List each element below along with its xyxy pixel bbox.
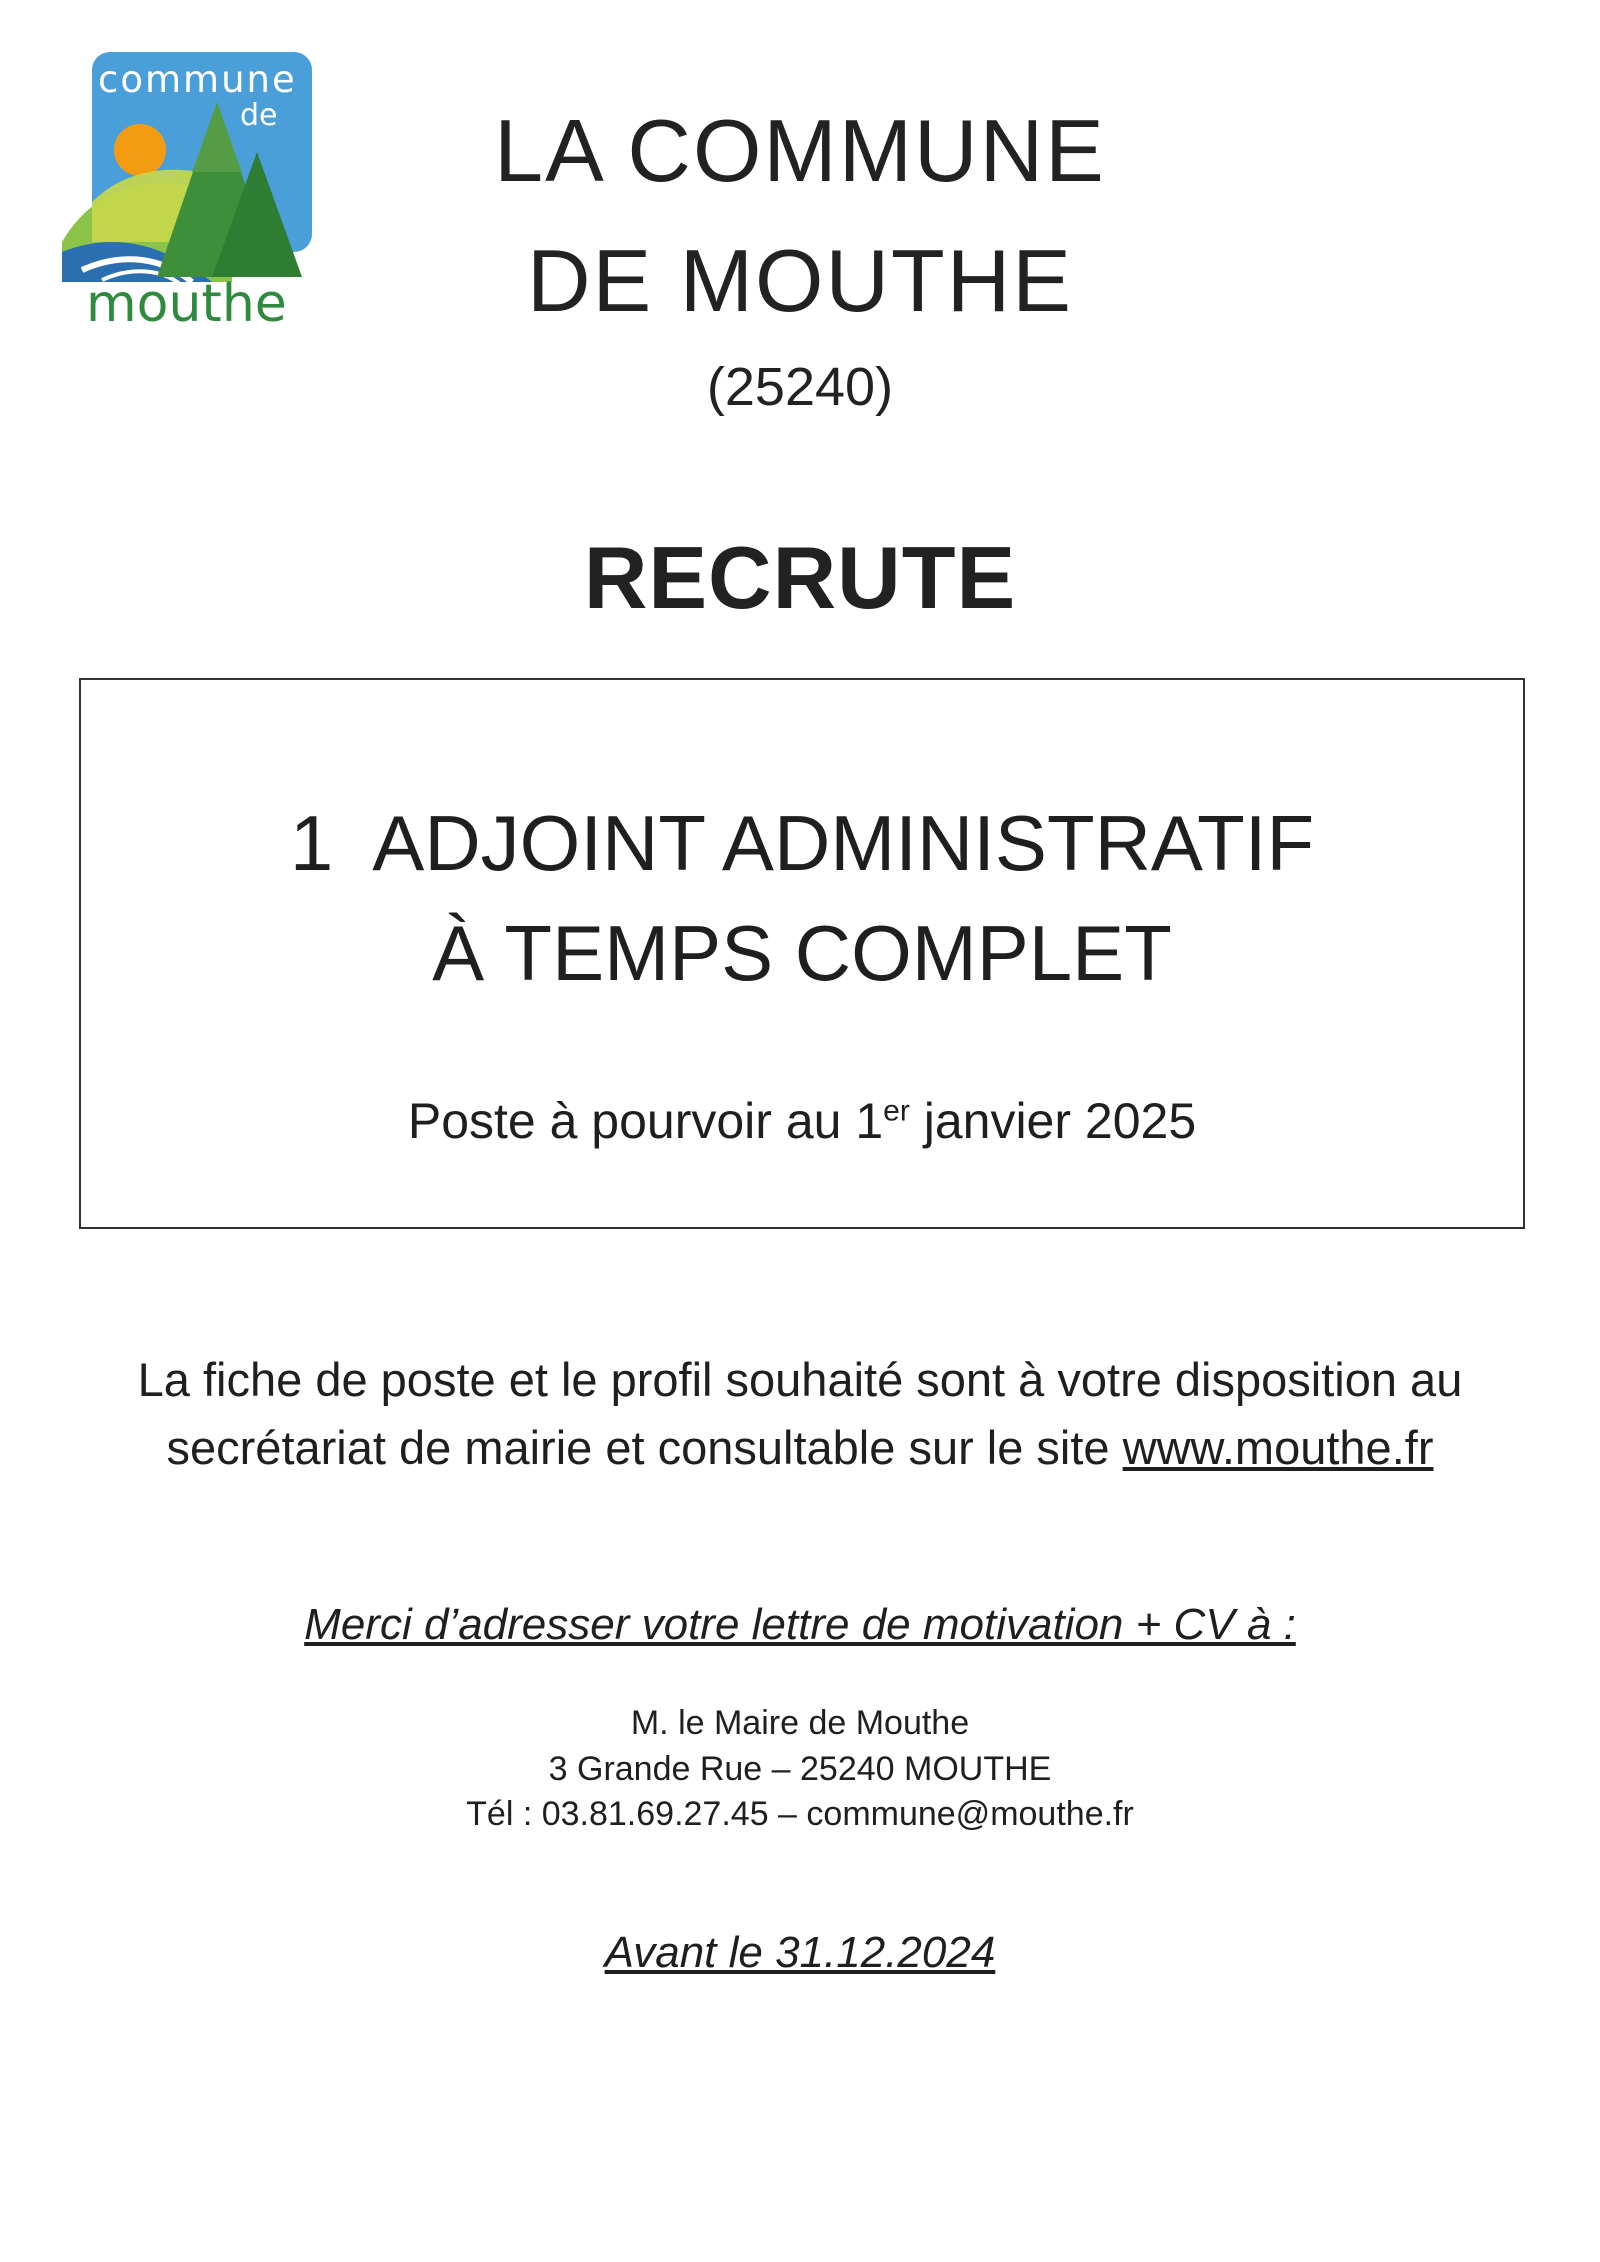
job-start-suffix: janvier 2025 (909, 1093, 1197, 1149)
application-deadline: Avant le 31.12.2024 (604, 1928, 996, 1977)
job-start-date (81, 1092, 1523, 1150)
logo-text-de: de (240, 98, 278, 133)
recipient-name: M. le Maire de Mouthe (630, 1704, 970, 1742)
job-title-line2: À TEMPS COMPLET (432, 909, 1172, 997)
job-start-superscript: er (883, 1094, 910, 1128)
recipient-address: 3 Grande Rue – 25240 MOUTHE (548, 1750, 1052, 1788)
application-instruction: Merci d’adresser votre lettre de motivation + CV à : (304, 1600, 1296, 1649)
recrute-heading: RECRUTE (583, 528, 1017, 627)
title-line-mouthe: DE MOUTHE (527, 231, 1073, 330)
title-line-commune: LA COMMUNE (494, 101, 1106, 200)
logo-text-commune: commune (98, 58, 297, 101)
info-line2 (60, 1420, 1540, 1475)
job-offer-box (79, 678, 1525, 1229)
info-line1: La fiche de poste et le profil souhaité sont à votre disposition au (137, 1353, 1463, 1406)
recipient-contact: Tél : 03.81.69.27.45 – commune@mouthe.fr (466, 1795, 1134, 1833)
job-title-line1: 1 ADJOINT ADMINISTRATIF (289, 799, 1315, 887)
logo-text-mouthe: mouthe (86, 274, 287, 334)
info-line2-text: secrétariat de mairie et consultable sur le site (166, 1421, 1123, 1474)
job-start-prefix: Poste à pourvoir au 1 (407, 1093, 884, 1149)
website-link[interactable]: www.mouthe.fr (1122, 1421, 1434, 1474)
commune-logo (62, 52, 332, 342)
postal-code: (25240) (706, 357, 894, 417)
